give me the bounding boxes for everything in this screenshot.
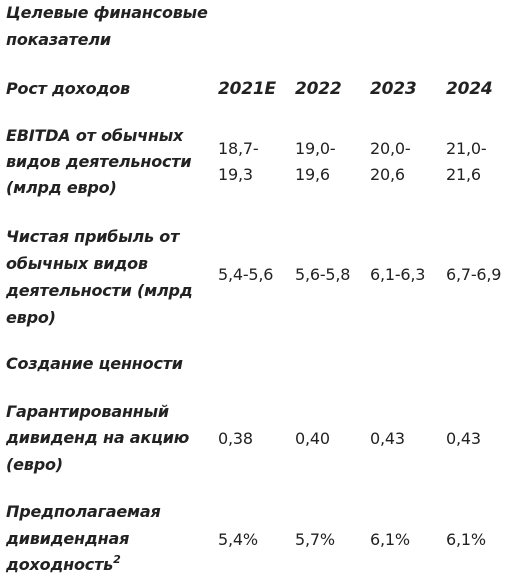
row-label-net-profit-line-1: Чистая прибыль от <box>6 227 180 246</box>
net-profit-2023: 6,1-6,3 <box>370 265 426 284</box>
row-label-yield-line-2: дивидендная <box>6 529 130 548</box>
row-label-ebitda-line-1: EBITDA от обычных <box>6 126 184 145</box>
ebitda-2021e-line-1: 18,7- <box>218 139 259 158</box>
net-profit-2022: 5,6-5,8 <box>295 265 351 284</box>
row-label-net-profit-line-3: деятельности (млрд <box>6 281 193 300</box>
row-label-growth: Рост доходов <box>6 79 130 98</box>
net-profit-2021e: 5,4-5,6 <box>218 265 274 284</box>
dividend-2024: 0,43 <box>446 429 481 448</box>
ebitda-2022-line-1: 19,0- <box>295 139 336 158</box>
ebitda-2024-line-2: 21,6 <box>446 165 481 184</box>
row-label-dividend-line-2: дивиденд на акцию <box>6 428 190 447</box>
row-label-dividend-line-1: Гарантированный <box>6 402 169 421</box>
row-label-yield-line-1: Предполагаемая <box>6 502 161 521</box>
row-label-yield-line-3-text: доходность <box>6 555 114 574</box>
ebitda-2022-line-2: 19,6 <box>295 165 330 184</box>
row-label-ebitda-line-3: (млрд евро) <box>6 178 117 197</box>
year-header-2021e: 2021E <box>218 79 276 99</box>
year-header-2024: 2024 <box>446 79 493 99</box>
ebitda-2021e-line-2: 19,3 <box>218 165 253 184</box>
table-title-line-2: показатели <box>6 30 111 49</box>
ebitda-2024-line-1: 21,0- <box>446 139 487 158</box>
row-label-ebitda-line-2: видов деятельности <box>6 152 192 171</box>
section-label-value-creation: Создание ценности <box>6 354 183 373</box>
ebitda-2023-line-2: 20,6 <box>370 165 405 184</box>
dividend-2022: 0,40 <box>295 429 330 448</box>
row-label-dividend-line-3: (евро) <box>6 455 63 474</box>
dividend-2021e: 0,38 <box>218 429 253 448</box>
yield-2021e: 5,4% <box>218 530 258 549</box>
row-label-net-profit-line-4: евро) <box>6 308 56 327</box>
yield-2022: 5,7% <box>295 530 335 549</box>
yield-2024: 6,1% <box>446 530 486 549</box>
footnote-marker: 2 <box>113 552 121 566</box>
row-label-yield-line-3 <box>6 552 121 578</box>
net-profit-2024: 6,7-6,9 <box>446 265 502 284</box>
ebitda-2023-line-1: 20,0- <box>370 139 411 158</box>
year-header-2023: 2023 <box>370 79 417 99</box>
year-header-2022: 2022 <box>295 79 342 99</box>
row-label-net-profit-line-2: обычных видов <box>6 254 148 273</box>
dividend-2023: 0,43 <box>370 429 405 448</box>
table-title-line-1: Целевые финансовые <box>6 3 208 22</box>
yield-2023: 6,1% <box>370 530 410 549</box>
